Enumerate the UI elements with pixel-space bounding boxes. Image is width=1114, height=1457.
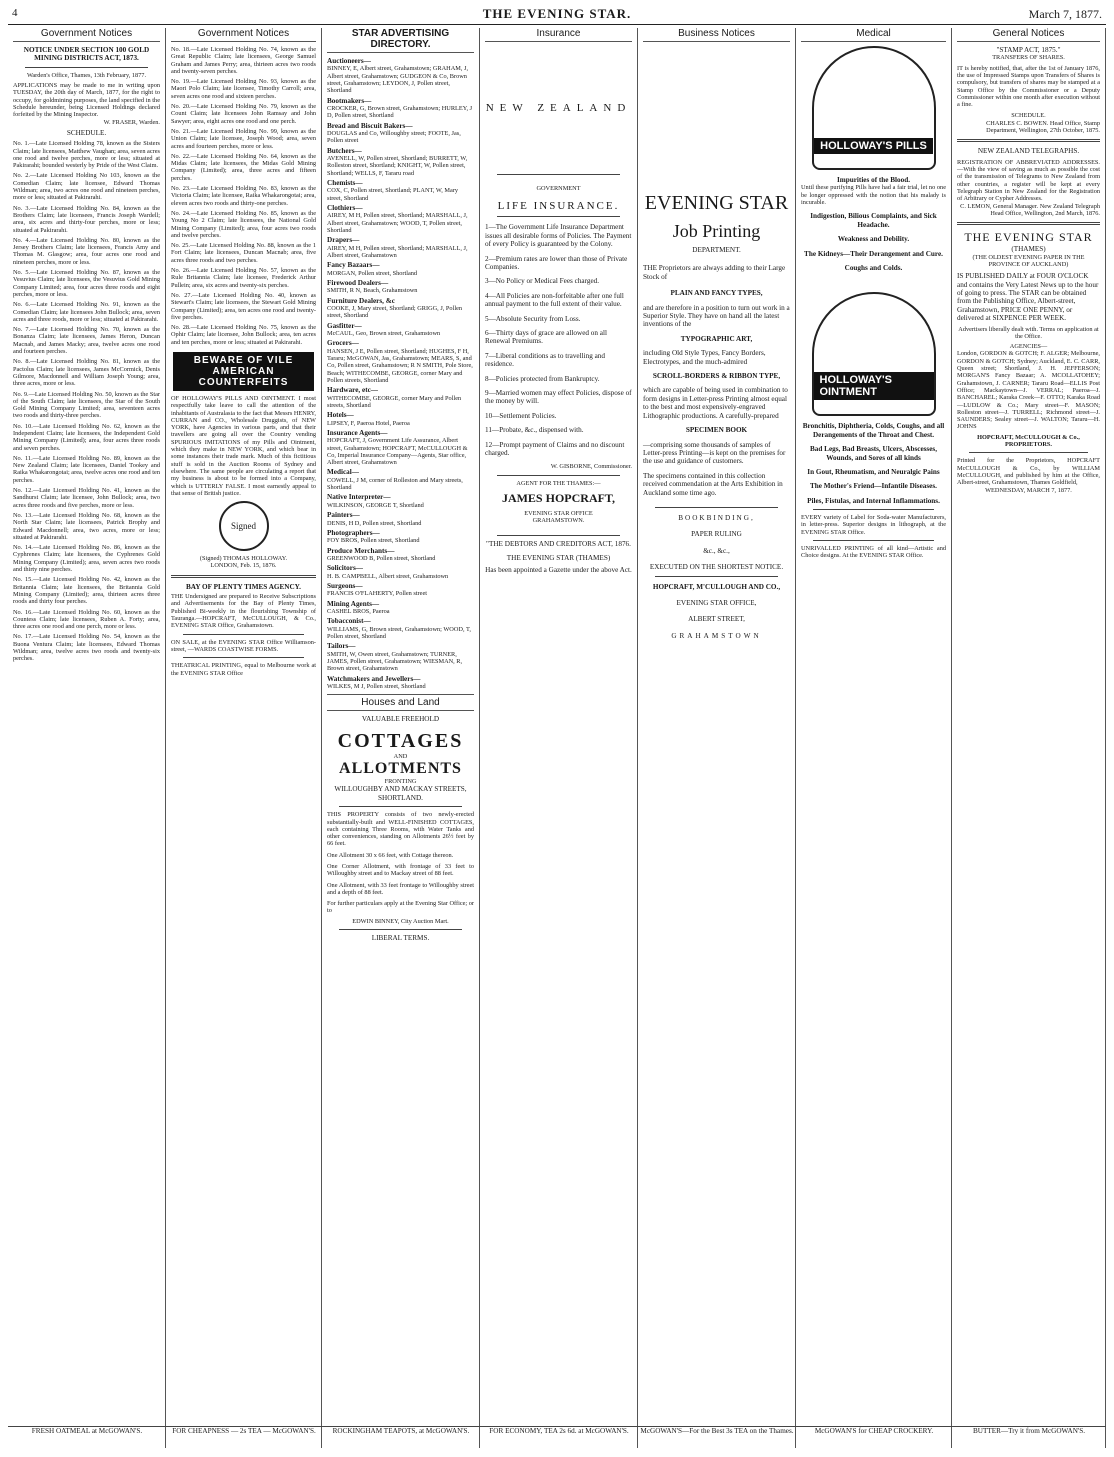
directory-category: Clothiers— bbox=[327, 203, 363, 212]
evening-star-heading: EVENING STAR bbox=[644, 192, 789, 214]
column-heading: Government Notices bbox=[13, 28, 160, 42]
directory-category: Tailors— bbox=[327, 642, 356, 651]
footer-ads bbox=[8, 1426, 1106, 1452]
holloway-signed: (Signed) THOMAS HOLLOWAY. bbox=[199, 555, 288, 563]
column-heading: STAR ADVERTISING DIRECTORY. bbox=[327, 28, 474, 53]
telegraphs-text: REGISTRATION OF ABBREVIATED ADDRESSES.—With the view of saving as much as possible the cost of the transmission of Telegrams to New Zealand from other countries, a register will be kept at every Telegraph Station in New Zealand for the Registration of Arbitrary or Cypher Addresses. bbox=[957, 158, 1100, 203]
footer-ad-butter: BUTTER—Try it from McGOWAN'S. bbox=[972, 1427, 1086, 1435]
exhibition-text: The specimens contained in this collection received commendation at the Arts Exhibition in Auckland some time ago. bbox=[643, 471, 783, 497]
directory-category: Painters— bbox=[327, 511, 360, 520]
newspaper-title: THE EVENING STAR. bbox=[482, 6, 632, 21]
counterfeit-banner bbox=[173, 352, 314, 391]
column-heading: Insurance bbox=[485, 28, 632, 42]
schedule-item: No. 18.—Late Licensed Holding No. 74, known as the Great Republic Claim; late licensees, George Samuel Graham and James Perry; area, thirteen acres two roods and twenty-seven perches. bbox=[171, 46, 316, 75]
evening-star-thames: THE EVENING STAR (THAMES) bbox=[506, 554, 611, 563]
directory-category: Photographers— bbox=[327, 528, 380, 537]
labels-notice: EVERY variety of Label for Soda-water Manufacturers, in letter-press. Superior designs in lithograph, at the EVENING STAR Office. bbox=[801, 514, 946, 536]
and-text: AND bbox=[393, 752, 408, 760]
column-heading: Medical bbox=[801, 28, 946, 42]
notice-intro: APPLICATIONS may be made to me in writing upon TUESDAY, the 20th day of March, 1877, for the right to occupy, for goldmining purposes, the land specified in the Schedule hereunder, being Licensed Holdings declared forfeited by the Mining Inspector. bbox=[13, 82, 160, 119]
directory-category: Butchers— bbox=[327, 146, 362, 155]
piles-heading: Piles, Fistulas, and Internal Inflammations. bbox=[807, 496, 940, 505]
holloway-notice: OF HOLLOWAY'S PILLS AND OINTMENT. I most respectfully take leave to call the attention of the inhabitants of Australasia to the fact that Messrs HENRY, CURRAN and CO., Wholesale Druggists, of NEW YORK, have Agencies in various parts, and that their travellers are going all over the Country vending SPURIOUS IMITATIONS of my Pills and Ointment, which they make in NEW YORK, and which bear in some instances their trade mark. Much of this fictitious stuff is sold in the Auction Rooms of Sydney and elsewhere. The same people are circulating a report that my business is about to be formed into a Company, which is UTTERLY FALSE. I most earnestly appeal to that sense of British justice. bbox=[171, 394, 316, 497]
proprietors-text: THE Proprietors are always adding to their Large Stock of bbox=[643, 264, 786, 281]
agent-town: GRAHAMSTOWN. bbox=[532, 517, 585, 525]
allotment-1: One Allotment 30 x 66 feet, with Cottage thereon. bbox=[327, 851, 454, 859]
schedule-item: No. 11.—Late Licensed Holding No. 89, known as the New Zealand Claim; late licensees, Daniel Tookey and Raika Whakarongotai; area, twelve acres one rood and ten perches. bbox=[13, 454, 160, 484]
seal-text: Signed bbox=[230, 521, 256, 532]
houses-heading: Houses and Land bbox=[327, 694, 474, 711]
insurance-point: 3—No Policy or Medical Fees charged. bbox=[485, 277, 600, 286]
directory-entries: AIREY, M H, Pollen street, Shortland; MARSHALL, J, Albert street, Grahamstown bbox=[327, 244, 468, 259]
footer-ad-oatmeal: FRESH OATMEAL at McGOWAN'S. bbox=[31, 1427, 143, 1435]
insurance-point: 5—Absolute Security from Loss. bbox=[485, 314, 581, 323]
schedule-list-continued bbox=[171, 46, 316, 346]
thames-label: (THAMES) bbox=[1011, 245, 1046, 254]
specimen-book: SPECIMEN BOOK bbox=[685, 426, 748, 435]
schedule-item: No. 6.—Late Licensed Holding No. 91, known as the Comedian Claim; late licensees John Bullock; area, seven acres and three roods, more or less; situated at Pakirarahi. bbox=[13, 301, 160, 323]
footer-ad-best-tea: McGOWAN'S—For the Best 3s TEA on the Thames. bbox=[640, 1427, 794, 1435]
grahamstown: GRAHAMSTOWN bbox=[671, 631, 762, 640]
schedule-item: No. 12.—Late Licensed Holding No. 41, known as the Sandhurst Claim; late licensee, John Bullock; area, two acres three roods and five perches, more or less. bbox=[13, 487, 160, 509]
column-advertising-directory bbox=[322, 28, 480, 1448]
scroll-borders: SCROLL-BORDERS & RIBBON TYPE, bbox=[652, 372, 781, 381]
schedule-list bbox=[13, 140, 160, 662]
schedule-item: No. 8.—Late Licensed Holding No. 81, known as the Pactolus Claim; late licensees, James McCormick, Denis Gilmore, Macdonnell and William Joseph Young; area, three acres, more or less. bbox=[13, 358, 160, 388]
insurance-point: 11—Probate, &c., dispensed with. bbox=[485, 426, 584, 435]
proprietors: HOPCRAFT, McCULLOUGH & Co., PROPRIETORS. bbox=[977, 433, 1080, 449]
unrivalled-notice: UNRIVALLED PRINTING of all kind—Artistic and Choice designs. At the EVENING STAR Office. bbox=[801, 545, 946, 560]
column-general-notices bbox=[952, 28, 1106, 1448]
directory-entries: LIPSEY, F, Paeroa Hotel, Paeroa bbox=[327, 419, 410, 427]
publish-date: WEDNESDAY, MARCH 7, 1877. bbox=[985, 486, 1072, 494]
issue-date: March 7, 1877. bbox=[1028, 7, 1102, 21]
column-government-notices-1 bbox=[8, 28, 166, 1448]
holloway-ointment-icon bbox=[812, 292, 936, 416]
fronting-text: FRONTING bbox=[384, 778, 417, 786]
insurance-point: 12—Prompt payment of Claims and no discount charged. bbox=[485, 440, 625, 458]
schedule-item: No. 23.—Late Licensed Holding No. 83, known as the Victoria Claim; late licensee, Raika Whakarongotai; area, eleven acres two roods and thirty-one perches. bbox=[171, 185, 316, 207]
column-insurance bbox=[480, 28, 638, 1448]
column-heading: Government Notices bbox=[171, 28, 316, 42]
directory-category: Chemists— bbox=[327, 178, 363, 187]
insurance-point: 7—Liberal conditions as to travelling and residence. bbox=[485, 351, 605, 369]
directory-entries: SMITH, R N, Beach, Grahamstown bbox=[327, 287, 418, 295]
directory-entries: AIREY, M H, Pollen street, Shortland; MARSHALL, J, Albert street, Grahamstown; WOOD, T, Pollen street, Shortland bbox=[327, 212, 468, 234]
schedule-item: No. 14.—Late Licensed Holding No. 86, known as the Cyphrenes Claim; late licensees, the Cyphrenes Gold Mining Company (Limited); area, seven acres two roods and thirty nine perches. bbox=[13, 544, 160, 574]
albert-street: ALBERT STREET, bbox=[688, 615, 745, 624]
directory-category: Mining Agents— bbox=[327, 599, 380, 608]
footer-ad-teapots: ROCKINGHAM TEAPOTS, at McGOWAN'S. bbox=[332, 1427, 470, 1435]
holloway-crest-icon bbox=[812, 46, 936, 170]
schedule-item: No. 21.—Late Licensed Holding No. 99, known as the Union Claim; late licensee, Joseph Wood; area, seven acres and fourteen perches, more or less. bbox=[171, 127, 316, 150]
theatrical-notice: THEATRICAL PRINTING, equal to Melbourne work at the EVENING STAR Office bbox=[171, 662, 316, 677]
insurance-point: 1—The Government Life Insurance Department issues all desirable forms of Policies. The Payment of every Policy is guaranteed by the Colony. bbox=[485, 223, 632, 249]
new-zealand-heading: NEW ZEALAND bbox=[485, 102, 632, 114]
directory-category: Bread and Biscuit Bakers— bbox=[327, 121, 413, 130]
advertisers-text: Advertisers liberally dealt with. Terms on application at the Office. bbox=[958, 325, 1099, 340]
insurance-point: 4—All Policies are non-forfeitable after one full annual payment to the full extent of their value. bbox=[485, 291, 624, 309]
notice-signature: W. FRASER, Warden. bbox=[103, 118, 160, 126]
column-heading: Business Notices bbox=[643, 28, 790, 42]
executed-text: EXECUTED ON THE SHORTEST NOTICE. bbox=[649, 563, 784, 572]
banner-line-1: BEWARE OF VILE bbox=[193, 354, 294, 366]
directory-entries: SMITH, W, Owen street, Grahamstown; TURNER, JAMES, Pollen street, Grahamstown; WIESMAN, R, Brown street, Grahamstown bbox=[327, 650, 463, 673]
column-government-notices-2 bbox=[166, 28, 322, 1448]
directory-category: Firewood Dealers— bbox=[327, 278, 389, 287]
published-text: IS PUBLISHED DAILY at FOUR O'CLOCK and contains the Very Latest News up to the hour of going to press. The STAR can be obtained from the Publishing Office, Albert-street, Grahamstown, PRICE ONE PENNY, or delivered at SIXPENCE PER WEEK. bbox=[957, 272, 1099, 323]
schedule-item: No. 16.—Late Licensed Holding No. 60, known as the Countess Claim; late licensees, Ruben A. Forty; area, three acres one rood and one perch, more or less. bbox=[13, 608, 160, 631]
allotment-corner: One Corner Allotment, with frontage of 33 feet to Willoughby street and to Mackay street of 88 feet. bbox=[327, 863, 474, 878]
mother-heading: The Mother's Friend—Infantile Diseases. bbox=[810, 482, 937, 491]
agent-heading: AGENT FOR THE THAMES:— bbox=[516, 479, 601, 487]
newspaper-page bbox=[8, 6, 1106, 1451]
agencies-list: London, GORDON & GOTCH; F. ALGER; Melbourne, GORDON & GOTCH; Sydney; Auckland, E. C. CARR, Queen street; Shortland, J. H. JEFFERSON; MORGAN'S Fancy Bazaar; A. MCOLLATOHEY; Grahamstown, J. CARNER; Tararu Road—ELLIS Post Office; Mackaytown—J. VERRAL; Paeroa—J. BANCHAREL; Karaka Creek—F. OTTO; Karaka Road—LUDLOW & Co.; Mary street—F. MASON; Rolleston street—J. TURRELL; Richmond street—J. SAUNDERS; Sealey street—J. WALTON; Tararu—H. JOHNS bbox=[957, 350, 1100, 431]
further-particulars: For further particulars apply at the Evening Star Office; or to bbox=[327, 900, 474, 915]
footer-ad-economy: FOR ECONOMY, TEA 2s 6d. at McGOWAN'S. bbox=[489, 1427, 629, 1435]
insurance-point: 8—Policies protected from Bankruptcy. bbox=[485, 374, 600, 383]
directory-category: Native Interpreter— bbox=[327, 493, 391, 502]
life-insurance-heading: LIFE INSURANCE. bbox=[497, 200, 620, 213]
insurance-point: 10—Settlement Policies. bbox=[485, 411, 557, 420]
binney-signature: EDWIN BINNEY, City Auction Mart. bbox=[352, 917, 449, 925]
streets-text: WILLOUGHBY AND MACKAY STREETS, SHORTLAND. bbox=[334, 785, 467, 802]
directory-category: Insurance Agents— bbox=[327, 428, 388, 437]
directory-category: Hardware, etc— bbox=[327, 386, 378, 395]
insurance-point: 6—Thirty days of grace are allowed on all Renewal Premiums. bbox=[485, 328, 607, 346]
schedule-item: No. 15.—Late Licensed Holding No. 42, known as the Britannia Claim; late licensees, the Britannia Gold Mining Company (Limited); area, thirteen acres three roods and thirty four perches. bbox=[13, 576, 160, 606]
department-heading: DEPARTMENT. bbox=[692, 246, 741, 254]
bay-of-plenty-heading: BAY OF PLENTY TIMES AGENCY. bbox=[186, 582, 301, 591]
directory-entries: COX, C, Pollen street, Shortland; PLANT, W, Mary street, Shortland bbox=[327, 187, 459, 202]
schedule-item: No. 5.—Late Licensed Holding No. 87, known as the Vesuvius Claim; late licensees, the Vesuvius Gold Mining Company Limited; area, four acres three roods and eight perches, more or less. bbox=[13, 269, 160, 298]
holloway-pills-label: HOLLOWAY'S PILLS bbox=[814, 138, 933, 154]
footer-ad-cheapness: FOR CHEAPNESS — 2s TEA — McGOWAN'S. bbox=[172, 1427, 316, 1435]
insurance-points bbox=[485, 223, 632, 457]
column-medical bbox=[796, 28, 952, 1448]
schedule-item: No. 4.—Late Licensed Holding No. 80, known as the Jersey Brothers Claim; late licensees, Francis Amy and Thomas M. Glasgow; area, four acres one rood and nineteen perches, more or less. bbox=[13, 236, 160, 266]
directory-entries: WILKINSON, GEORGE T, Shortland bbox=[327, 501, 424, 509]
telegraphs-heading: NEW ZEALAND TELEGRAPHS. bbox=[977, 147, 1080, 156]
schedule-item: No. 19.—Late Licensed Holding No. 93, known as the Maori Polo Claim; late licensee, Timothy Carroll; area, seven acres one rood and sixteen perches. bbox=[171, 78, 316, 100]
banner-line-2: AMERICAN COUNTERFEITS bbox=[198, 365, 289, 388]
schedule-heading: SCHEDULE. bbox=[1011, 112, 1046, 120]
directory-category: Medical— bbox=[327, 468, 359, 477]
directory-entries: WILKES, M J, Pollen street, Shortland bbox=[327, 683, 426, 691]
agent-name: JAMES HOPCRAFT, bbox=[501, 491, 616, 506]
schedule-heading: SCHEDULE. bbox=[66, 128, 107, 137]
directory-category: Grocers— bbox=[327, 339, 359, 348]
insurance-point: 9—Married women may effect Policies, dispose of the money by will. bbox=[485, 388, 632, 406]
directory-category: Solicitors— bbox=[327, 564, 363, 573]
schedule-item: No. 22.—Late Licensed Holding No. 64, known as the Midas Claim; late licensees, the Midas Gold Mining Company (Limited); area, three acres and fifteen perches. bbox=[171, 152, 316, 182]
directory-entries: MORGAN, Pollen street, Shortland bbox=[327, 269, 418, 277]
oldest-paper: (THE OLDEST EVENING PAPER IN THE PROVINCE OF AUCKLAND) bbox=[972, 253, 1085, 268]
schedule-item: No. 13.—Late Licensed Holding No. 68, known as the North Star Claim; late licensees, Patrick Brophy and Edward Macdonnell; area, two acres, more or less; situated at Pakirarahi. bbox=[13, 511, 160, 541]
directory-entries: COWELL, J M, corner of Rolleston and Mary streets, Shortland bbox=[327, 476, 463, 492]
directory-category: Gasfitter— bbox=[327, 321, 362, 330]
directory-entries: WILLIAMS, G, Brown street, Grahamstown; WOOD, T, Pollen street, Shortland bbox=[327, 625, 471, 641]
property-text: THIS PROPERTY consists of two newly-erected substantially-built and WELL-FINISHED COTTAGES, each containing Three Rooms, with Water Tanks and other conveniences, standing on Allotments 26½ feet by 66 feet. bbox=[327, 811, 474, 848]
directory-entries: BINNEY, E, Albert street, Grahamstown; GRAHAM, J, Albert street, Grahamstown; GUDGEON & Co, Brown street, Grahamstown; LEYDON, J, Pollen street, Shortland bbox=[327, 65, 469, 95]
lemon-signature: C. LEMON, General Manager. New Zealand Telegraph Head Office, Wellington, 2nd March, 1876. bbox=[960, 202, 1100, 217]
schedule-item: No. 17.—Late Licensed Holding No. 54, known as the Buona Ventura Claim; late licensees, Edward Thomas Wildman; area, twelve acres two roods and twenty-six perches. bbox=[13, 633, 160, 663]
directory-entries: DENIS, H D, Pollen street, Shortland bbox=[327, 519, 422, 527]
capable-text: which are capable of being used in combination to form designs in Letter-press Printing almost equal to the best and most expensively-engraved Lithographic productions. A carefully-prepared bbox=[643, 386, 788, 420]
directory-category: Bootmakers— bbox=[327, 96, 372, 105]
printed-text: Printed for the Proprietors, HOPCRAFT McCULLOUGH & Co., by WILLIAM McCULLOUGH, and published by him at the Office, Albert-street, Grahamstown, Thames Goldfield, bbox=[957, 457, 1100, 487]
stamp-act-heading: "STAMP ACT, 1875." bbox=[996, 46, 1061, 54]
holloway-place: LONDON, Feb. 15, 1876. bbox=[210, 562, 277, 570]
schedule-item: No. 1.—Late Licensed Holding 78, known as the Sisters Claim; late licensees, Matthew Vaughan; area, seven acres one rood and twelve perches, more or less; situated at Pakirarahi; bounded westerly by Pride of the West Claim. bbox=[13, 140, 160, 170]
schedule-item: No. 10.—Late Licensed Holding No. 62, known as the Independent Claim; late licensees, the Independent Gold Mining Company (Limited); area, four acres three roods and seven perches. bbox=[13, 422, 160, 452]
liberal-terms: LIBERAL TERMS. bbox=[371, 934, 430, 943]
schedule-item: No. 28.—Late Licensed Holding No. 75, known as the Ophir Claim; late licensee, John Bullock; area, ten acres and ten perches, more or less; situated at Pakirarahi. bbox=[171, 324, 316, 346]
gout-heading: In Gout, Rheumatism, and Neuralgic Pains bbox=[807, 467, 940, 476]
weakness-heading: Weakness and Debility. bbox=[837, 235, 910, 244]
commissioner: W. GISBORNE, Commissioner. bbox=[550, 463, 632, 471]
gazette-text: Has been appointed a Gazette under the above Act. bbox=[485, 566, 632, 575]
on-sale-notice: ON SALE, at the EVENING STAR Office Williamson-street, —WARDS COASTWISE FORMS. bbox=[171, 638, 316, 653]
bronchitis-heading: Bronchitis, Diphtheria, Colds, Coughs, and all Derangements of the Throat and Chest. bbox=[802, 422, 945, 439]
allotment-2: One Allotment, with 33 feet frontage to Willoughby street and a depth of 88 feet. bbox=[327, 881, 474, 896]
cottages-heading: COTTAGES bbox=[337, 729, 464, 752]
schedule-item: No. 7.—Late Licensed Holding No. 70, known as the Bonanza Claim; late licensees, James Heron, Duncan Macnab, and James Macky; area, twelve acres one rood and fourteen perches. bbox=[13, 326, 160, 356]
bad-legs-heading: Bad Legs, Bad Breasts, Ulcers, Abscesses, Wounds, and Sores of all kinds bbox=[809, 445, 938, 462]
schedule-item: No. 3.—Late Licensed Holding No. 84, known as the Brothers Claim; late licensees, Francis Joseph Wardell; area, six acres and thirty-four perches, more or less; situated at Pakirarahi. bbox=[13, 204, 160, 234]
debtors-act: "THE DEBTORS AND CREDITORS ACT, 1876. bbox=[486, 539, 631, 548]
schedule-item: No. 2.—Late Licensed Holding No 103, known as the Comedian Claim; late licensee, Edward Thomas Wildman; area, two acres one rood and nineteen perches, more or less; situated at Pakirarahi. bbox=[13, 172, 160, 202]
directory-category: Surgeons— bbox=[327, 582, 363, 590]
directory-category: Fancy Bazaars— bbox=[327, 261, 380, 270]
directory-entries: McCAUL, Geo, Brown street, Grahamstown bbox=[327, 330, 441, 337]
es-office: EVENING STAR OFFICE, bbox=[676, 598, 757, 607]
valuable-freehold: VALUABLE FREEHOLD bbox=[361, 715, 440, 724]
schedule-item: No. 26.—Late Licensed Holding No. 57, known as the Rule Britannia Claim; late licensee, Frederick Arthur Pullein; area, six acres and twenty-six perches. bbox=[171, 267, 316, 289]
schedule-item: No. 9.—Late Licensed Holding No. 50, known as the Star of the South Claim; late licensees, the Star of the South Gold Mining Company Limited; area, seventeen acres two roods and thirty-three perches. bbox=[13, 390, 160, 420]
masthead bbox=[8, 6, 1106, 25]
directory-entries: COOKE, J, Mary street, Shortland; GRIGG, J, Pollen street, Shortland bbox=[327, 305, 463, 320]
impurities-text: Until these purifying Pills have had a fair trial, let no one be longer oppressed with the notion that his malady is incurable. bbox=[801, 184, 946, 206]
paper-ruling: PAPER RULING bbox=[691, 530, 742, 539]
directory-category: Produce Merchants— bbox=[327, 546, 395, 555]
impurities-heading: Impurities of the Blood. bbox=[836, 176, 911, 184]
schedule-item: No. 27.—Late Licensed Holding No. 40, known as Stewart's Claim; late licensees, the Stewart Gold Mining Company (Limited); area, ten acres one rood and twenty-five perches. bbox=[171, 291, 316, 321]
notice-office: Warden's Office, Thames, 13th February, 1877. bbox=[26, 71, 147, 79]
bowen-signature: CHARLES C. BOWEN. Head Office, Stamp Department, Wellington, 27th October, 1875. bbox=[986, 119, 1100, 135]
footer-ad-crockery: McGOWAN'S for CHEAP CROCKERY. bbox=[814, 1427, 934, 1435]
holloway-ointment-label: HOLLOWAY'S OINTMENT bbox=[814, 372, 934, 400]
indigestion-heading: Indigestion, Bilious Complaints, and Sick Headache. bbox=[810, 212, 937, 229]
bookbinding: BOOKBINDING, bbox=[678, 513, 755, 522]
directory-entries: DOUGLAS and Co, Willoughby street; FOOTE, Jas, Pollen street bbox=[327, 130, 461, 145]
including-text: including Old Style Types, Fancy Borders, Electrotypes, and the much-admired bbox=[643, 349, 766, 366]
directory-entries: H. B. CAMPBELL, Albert street, Grahamstown bbox=[327, 572, 449, 580]
holloway-seal-icon bbox=[219, 501, 269, 551]
schedule-item: No. 25.—Late Licensed Holding No. 88, known as the 1 Fort Claim; late licensees, Duncan Macnab; area, five acres three roods and two perches. bbox=[171, 242, 316, 264]
job-printing-heading: Job Printing bbox=[672, 221, 761, 241]
directory-category: Auctioneers— bbox=[327, 57, 371, 65]
directory-category: Drapers— bbox=[327, 236, 360, 245]
directory-entries: FRANCIS O'FLAHERTY, Pollen street bbox=[327, 590, 427, 598]
hopcraft-mccullough: HOPCRAFT, M'CULLOUGH AND CO., bbox=[652, 582, 781, 591]
agencies-heading: AGENCIES— bbox=[1009, 343, 1048, 351]
schedule-item: No. 24.—Late Licensed Holding No. 85, known as the Young No 2 Claim; late licensees, the National Gold Mining Company (Limited); area, four acres two roods and twelve perches. bbox=[171, 209, 316, 239]
plain-types: PLAIN AND FANCY TYPES, bbox=[670, 289, 763, 298]
directory-entries: AVENELL, W, Pollen street, Shortland; BURRETT, W, Rolleston street, Shortland; KNIGHT, W, Pollen street, Shortland; WELLS, F, Tararu road bbox=[327, 155, 468, 177]
directory-category: Watchmakers and Jewellers— bbox=[327, 674, 421, 683]
bay-of-plenty-text: THE Undersigned are prepared to Receive Subscriptions and Advertisements for the Bay of Plenty Times, Published Bi-weekly in the flourishing Township of Tauranga.—HOPCRAFT, McCULLOUGH, & Co., EVENING STAR Office, Grahamstown. bbox=[171, 593, 316, 630]
evening-star-title: THE EVENING STAR bbox=[964, 230, 1093, 245]
transfers-heading: TRANSFERS OF SHARES. bbox=[992, 54, 1065, 62]
directory-entries: HANSEN, J E, Pollen street, Shortland; HUGHES, F H, Tararu; McGOWAN, Jas, Grahamstown; MEARS, S, and Co, Pollen street, Grahamstown; R N SMITH, Pole Store, Beach; WITHECOMBE, GEORGE, corner Mary and Pollen streets, Shortland bbox=[327, 347, 473, 384]
turn-out-text: and are therefore in a position to turn out work in a Superior Style. They have on hand all the latest inventions of the bbox=[643, 303, 790, 329]
notice-heading: NOTICE UNDER SECTION 100 GOLD MINING DISTRICTS ACT, 1873. bbox=[23, 46, 150, 63]
insurance-point: 2—Premium rates are lower than those of Private Companies. bbox=[485, 254, 628, 271]
schedule-item: No. 20.—Late Licensed Holding No. 79, known as the Count Claim; late licensees John Ramsay and John Sawyer; area, eight acres one rood and one perch. bbox=[171, 103, 316, 125]
directory-entries: WITHECOMBE, GEORGE, corner Mary and Pollen streets, Shortland bbox=[327, 394, 462, 409]
typographic-art: TYPOGRAPHIC ART, bbox=[680, 334, 753, 343]
directory-category: Hotels— bbox=[327, 411, 354, 420]
comprising-text: —comprising some thousands of samples of Letter-press Printing—is kept on the premises for the use and guidance of customers. bbox=[643, 440, 786, 466]
agent-office: EVENING STAR OFFICE bbox=[524, 510, 593, 518]
directory-category: Furniture Dealers, &c bbox=[327, 296, 395, 305]
column-heading: General Notices bbox=[957, 28, 1100, 42]
directory-entries: CASHEL BROS, Paeroa bbox=[327, 608, 390, 616]
allotments-heading: ALLOTMENTS bbox=[339, 760, 462, 778]
government-heading: GOVERNMENT bbox=[536, 185, 581, 192]
directory-entries: FOY BROS, Pollen street, Shortland bbox=[327, 537, 420, 545]
etc-text: &c., &c., bbox=[703, 546, 730, 555]
transfers-text: IT is hereby notified, that, after the 1st of January 1876, the use of Impressed Stamps upon Transfers of Shares is compulsory, but transfers of shares may be stamped at a Stamp Office by the Commissioner or a Deputy Commissioner within one month after execution without a fine. bbox=[957, 64, 1100, 109]
column-business-notices bbox=[638, 28, 796, 1448]
page-number: 4 bbox=[12, 7, 18, 19]
directory-entries: GREENWOOD B, Pollen street, Shortland bbox=[327, 555, 436, 562]
kidneys-heading: The Kidneys—Their Derangement and Cure. bbox=[804, 249, 943, 258]
directory-entries: CROCKER, G, Brown street, Grahamstown; HURLEY, J D, Pollen street, Shortland bbox=[327, 105, 473, 120]
directory-entries: HOPCRAFT, J, Government Life Assurance, Albert street, Grahamstown; HOPCRAFT, McCULLOUGH & Co, Imperial Insurance Company—Agents, Star office, Albert street, Grahamstown bbox=[327, 437, 468, 467]
directory-category: Tobacconist— bbox=[327, 617, 371, 626]
directory-list bbox=[327, 57, 474, 690]
coughs-heading: Coughs and Colds. bbox=[844, 263, 903, 272]
